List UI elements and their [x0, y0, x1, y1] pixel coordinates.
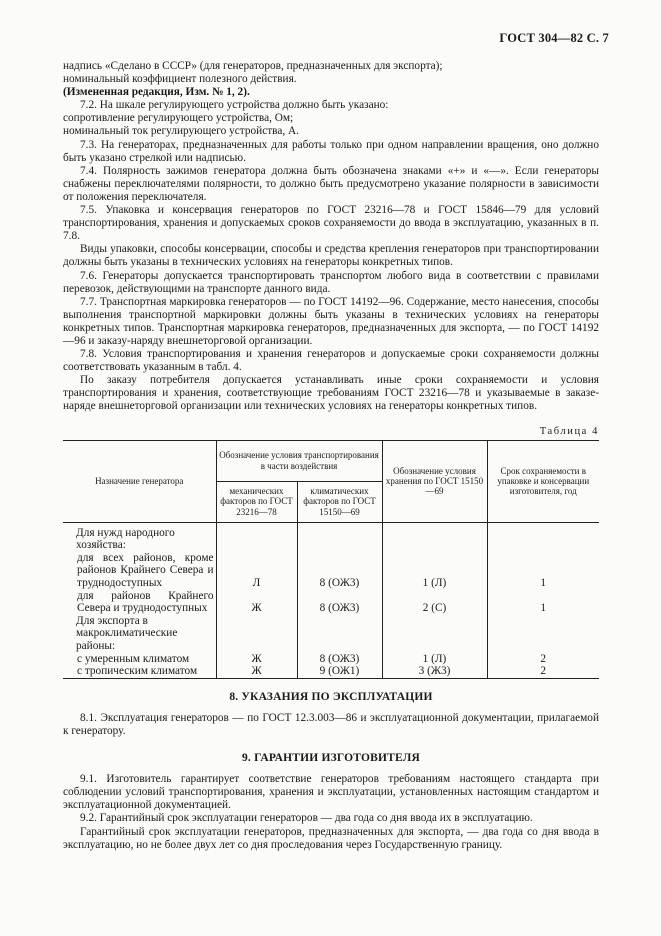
paragraph: 7.6. Генераторы допускается транспортировать транспортом любого вида в соответствии с правилами перевозок, действующими на транспорте данного вида.	[63, 269, 599, 295]
cell-purpose: Для экспорта в макроклиматические районы:	[76, 614, 178, 652]
cell-purpose: Для нужд народного хозяйства:	[76, 526, 175, 552]
paragraph: 7.8. Условия транспортирования и хранения генераторов и допускаемые сроки сохраняемости должны соответствовать указанным в табл. 4.	[63, 348, 599, 374]
cell-mech	[216, 615, 297, 653]
paragraph: номинальный коэффициент полезного действия.	[63, 73, 297, 86]
header-climatic: климатических факторов по ГОСТ 15150—69	[297, 481, 382, 522]
paragraph: Виды упаковки, способы консервации, способы и средства крепления генераторов при транспортировании должны быть указаны в технических условиях на генераторы конкретных типов.	[63, 243, 599, 269]
cell-purpose: для всех районов, кроме районов Крайнего Севера и труднодоступных	[77, 551, 214, 589]
paragraph: номинальный ток регулирующего устройства, А.	[63, 125, 299, 138]
cell-term	[487, 615, 599, 653]
table-row	[63, 653, 599, 666]
cell-climate: 9 (ОЖ1)	[297, 665, 382, 678]
cell-purpose: с умеренным климатом	[77, 652, 190, 665]
table-row	[63, 665, 599, 678]
cell-mech: Л	[216, 552, 297, 590]
cell-purpose: для районов Крайнего Севера и труднодоступных	[77, 589, 214, 615]
paragraph: сопротивление регулирующего устройства, Ом;	[63, 112, 294, 125]
cell-term	[487, 522, 599, 552]
cell-storage: 3 (Ж3)	[382, 665, 487, 678]
amendment-note: (Измененная редакция, Изм. № 1, 2).	[63, 86, 250, 99]
table-row	[63, 615, 599, 653]
header-mechanical: механических факторов по ГОСТ 23216—78	[216, 481, 297, 522]
cell-term: 1	[487, 590, 599, 615]
cell-storage	[382, 615, 487, 653]
section-8-title: 8. УКАЗАНИЯ ПО ЭКСПЛУАТАЦИИ	[229, 690, 433, 703]
table-row	[63, 552, 599, 590]
cell-term: 2	[487, 653, 599, 666]
cell-term: 2	[487, 665, 599, 678]
cell-climate: 8 (ОЖ3)	[297, 653, 382, 666]
cell-purpose: с тропическим климатом	[63, 665, 216, 678]
paragraph: надпись «Сделано в СССР» (для генераторов, предназначенных для экспорта);	[63, 60, 443, 72]
cell-mech: Ж	[216, 590, 297, 615]
cell-storage	[382, 522, 487, 552]
paragraph: По заказу потребителя допускается устанавливать иные сроки сохраняемости и условия транспортирования и хранения, соответствующие требованиям ГОСТ 23216—78 и указываемые в заказе-наряде внешнеторговой организации или технических условиях на генераторы конкретных типов.	[63, 374, 599, 413]
cell-mech: Ж	[216, 653, 297, 666]
header-transport-group: Обозначение условия транспортирования в части воздействия	[216, 440, 382, 481]
table-caption: Таблица 4	[539, 425, 599, 437]
cell-mech	[216, 522, 297, 552]
cell-climate	[297, 615, 382, 653]
section-9-title: 9. ГАРАНТИИ ИЗГОТОВИТЕЛЯ	[241, 752, 421, 765]
paragraph: 7.7. Транспортная маркировка генераторов — по ГОСТ 14192—96. Содержание, место нанесения, способы выполнения транспортной маркировки должны быть указаны в технических условиях на генераторы конкретных типов. Транспортная маркировка генераторов, предназначенных для экспорта, — по ГОСТ 14192—96 и заказу-наряду внешнеторговой организации.	[63, 295, 599, 347]
paragraph: 9.2. Гарантийный срок эксплуатации генераторов — два года со дня ввода их в эксплуатацию.	[80, 812, 533, 825]
cell-climate	[297, 522, 382, 552]
paragraph: 7.3. На генераторах, предназначенных для работы только при одном направлении вращения, оно должно быть указано стрелкой или надписью.	[63, 138, 599, 164]
cell-storage: 1 (Л)	[382, 552, 487, 590]
header-purpose: Назначение генератора	[63, 440, 216, 522]
table-row	[63, 590, 599, 615]
cell-mech: Ж	[216, 665, 297, 678]
paragraph: 8.1. Эксплуатация генераторов — по ГОСТ 12.3.003—86 и эксплуатационной документации, прилагаемой к генератору.	[63, 711, 599, 737]
cell-climate: 8 (ОЖ3)	[297, 552, 382, 590]
paragraph: 7.2. На шкале регулирующего устройства должно быть указано:	[80, 99, 389, 112]
header-term: Срок сохраняемости в упаковке и консервации изготовителя, год	[487, 440, 599, 522]
table-4	[63, 440, 599, 679]
paragraph: Гарантийный срок эксплуатации генераторов, предназначенных для экспорта, — два года со дня ввода в эксплуатацию, но не более двух лет со дня проследования через Государственную границу.	[63, 825, 599, 851]
paragraph: 7.5. Упаковка и консервация генераторов по ГОСТ 23216—78 и ГОСТ 15846—79 для условий транспортирования, хранения и допускаемых сроков сохраняемости до ввода в эксплуатацию, указанных в п. 7.8.	[63, 204, 599, 243]
paragraph: 7.4. Полярность зажимов генератора должна быть обозначена знаками «+» и «—». Если генераторы снабжены переключателями полярности, то должно быть предусмотрено указание полярности в зависимости от положения переключателя.	[63, 164, 599, 203]
cell-storage: 2 (С)	[382, 590, 487, 615]
table-row	[63, 522, 599, 552]
paragraph: 9.1. Изготовитель гарантирует соответствие генераторов требованиям настоящего стандарта при соблюдении условий транспортирования, хранения и эксплуатации, установленных настоящим стандартом и эксплуатационной документацией.	[63, 773, 599, 812]
cell-storage: 1 (Л)	[382, 653, 487, 666]
header-storage: Обозначение условия хранения по ГОСТ 15150—69	[382, 440, 487, 522]
page-header: ГОСТ 304—82 С. 7	[499, 31, 609, 45]
cell-climate: 8 (ОЖ3)	[297, 590, 382, 615]
cell-term: 1	[487, 552, 599, 590]
document-body	[63, 60, 599, 852]
